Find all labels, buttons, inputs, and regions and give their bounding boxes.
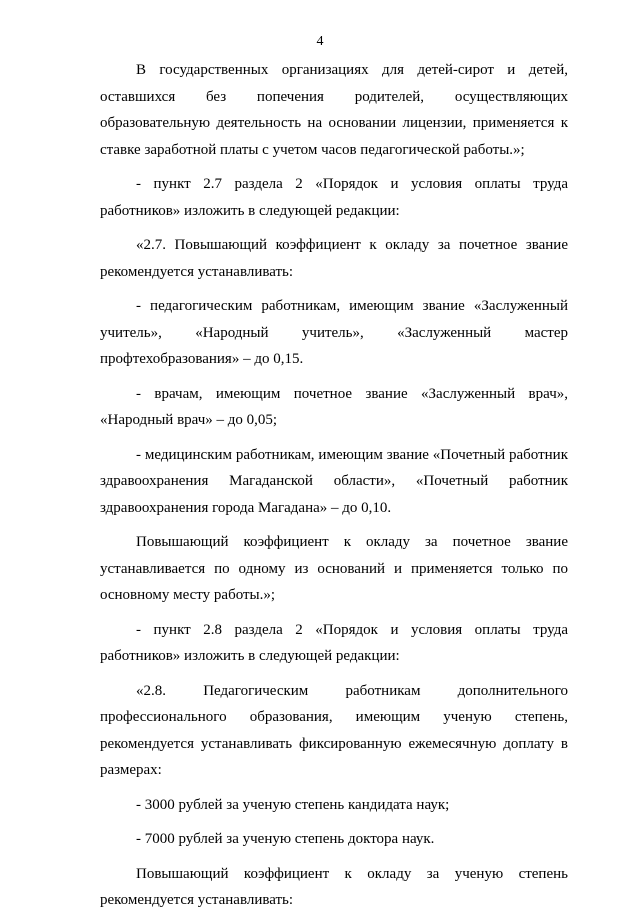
paragraph-candidate-degree: - 3000 рублей за ученую степень кандидата наук; xyxy=(136,796,450,813)
paragraph-teachers-titles: - педагогическим работникам, имеющим звание «Заслуженный учитель», «Народный учитель», «Заслуженный мастер профтехобразования» – до 0,15. xyxy=(100,298,568,367)
paragraph-clause-2-7-intro: - пункт 2.7 раздела 2 «Порядок и условия оплаты труда работников» изложить в следующей редакции: xyxy=(100,176,568,219)
paragraph-clause-2-7: «2.7. Повышающий коэффициент к окладу за почетное звание рекомендуется устанавливать: xyxy=(100,237,568,280)
paragraph-doctor-degree: - 7000 рублей за ученую степень доктора наук. xyxy=(136,831,435,847)
paragraph-clause-2-8: «2.8. Педагогическим работникам дополнительного профессионального образования, имеющим ученую степень, рекомендуется устанавливать фиксированную ежемесячную доплату в размерах: xyxy=(100,682,568,778)
paragraph-doctors-titles: - врачам, имеющим почетное звание «Заслуженный врач», «Народный врач» – до 0,05; xyxy=(100,385,568,428)
paragraph-medical-titles: - медицинским работникам, имеющим звание «Почетный работник здравоохранения Магаданской области», «Почетный работник здравоохранения города Магадана» – до 0,10. xyxy=(100,446,568,516)
paragraph-orphan-organizations: В государственных организациях для детей-сирот и детей, оставшихся без попечения родителей, осуществляющих образовательную деятельность на основании лицензии, применяется к ставке заработной платы с учетом часов педагогической работы.»; xyxy=(100,62,568,158)
paragraph-degree-coefficient: Повышающий коэффициент к окладу за ученую степень рекомендуется устанавливать: xyxy=(100,865,568,908)
document-body xyxy=(100,57,568,922)
paragraph-clause-2-8-intro: - пункт 2.8 раздела 2 «Порядок и условия оплаты труда работников» изложить в следующей редакции: xyxy=(100,621,568,664)
paragraph-coefficient-rule: Повышающий коэффициент к окладу за почетное звание устанавливается по одному из оснований и применяется только по основному месту работы.»; xyxy=(100,534,568,603)
page-number: 4 xyxy=(316,34,324,49)
